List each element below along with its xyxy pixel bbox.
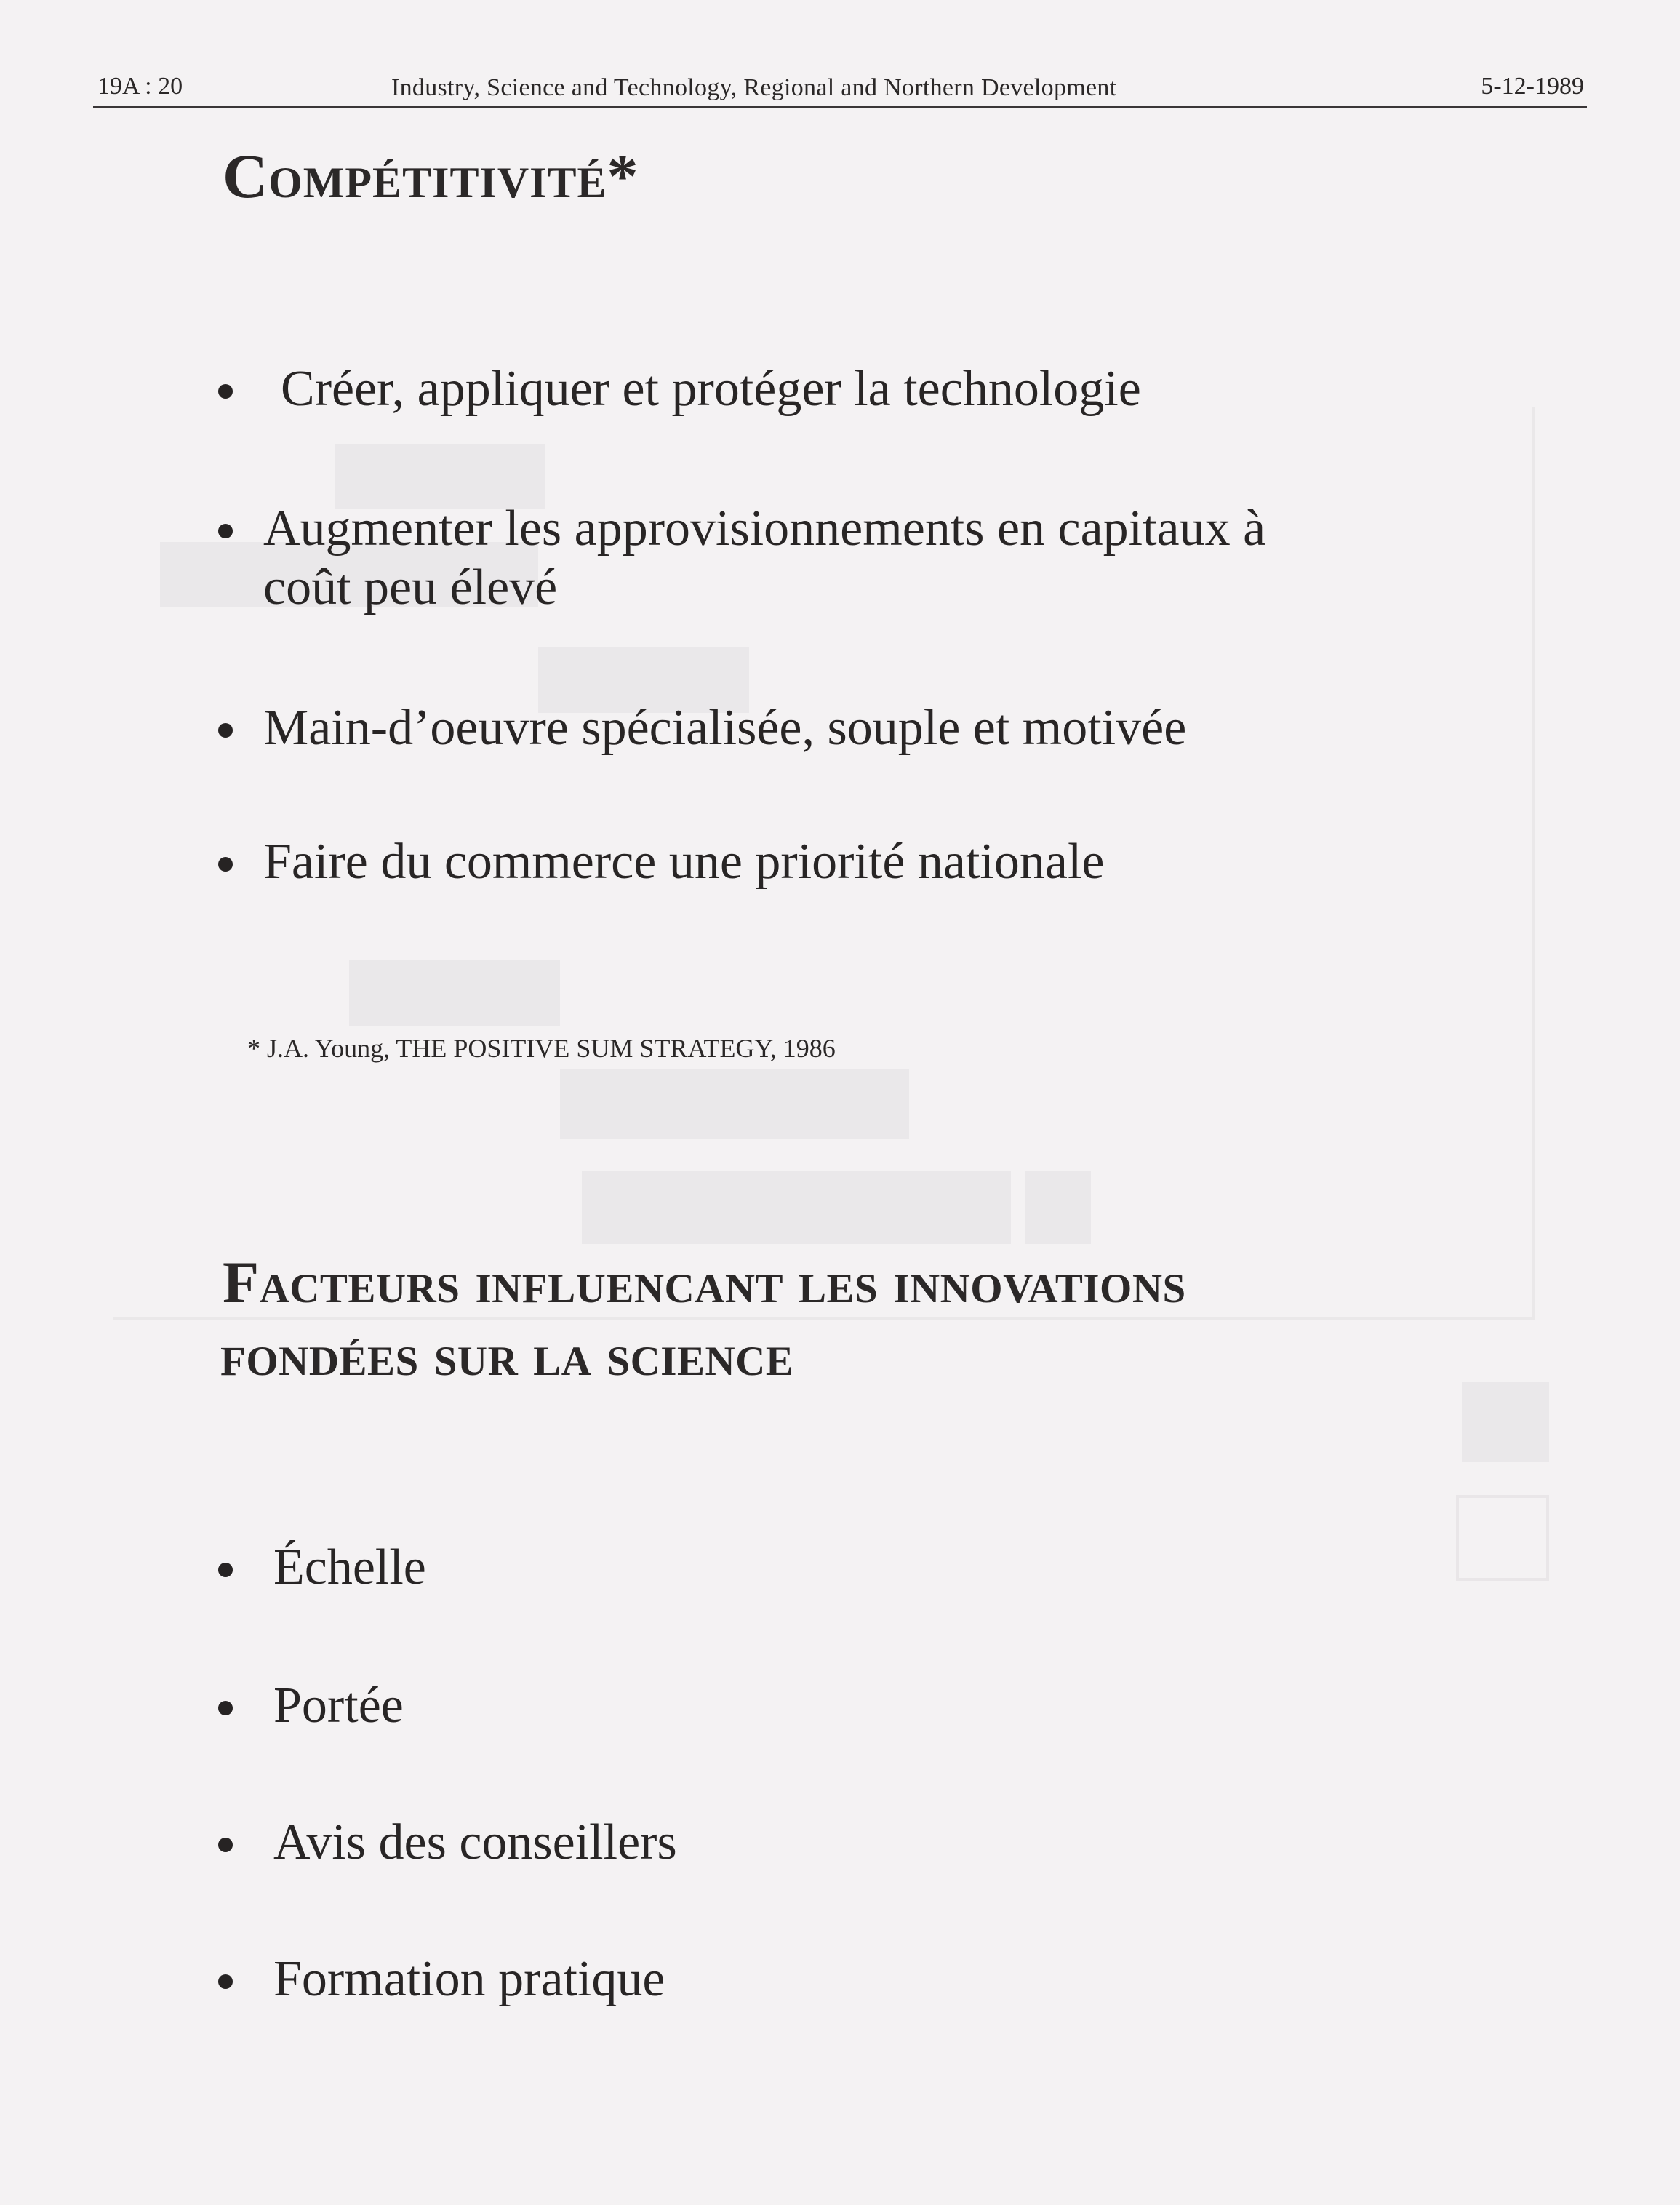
bullet-text: Augmenter les approvisionnements en capitaux à: [263, 501, 1266, 557]
bullet-icon: [218, 723, 233, 738]
committee-name: Industry, Science and Technology, Regional and Northern Development: [391, 74, 1117, 101]
bullet-icon: [218, 1701, 233, 1715]
bullet-text: Main-d’oeuvre spécialisée, souple et motivée: [263, 700, 1187, 756]
bullet-icon: [218, 857, 233, 872]
bullet-icon: [218, 1838, 233, 1852]
section-title-facteurs-line-2: fondées sur la science: [220, 1322, 794, 1388]
bullet-icon: [218, 384, 233, 399]
bullet-text-continuation: coût peu élevé: [263, 559, 558, 615]
bullet-icon: [218, 1974, 233, 1989]
section-title-facteurs-line-1: Facteurs influencant les innovations: [223, 1249, 1186, 1315]
bullet-icon: [218, 524, 233, 538]
section-title-competitivite: Compétitivité*: [223, 141, 639, 211]
page-header: [93, 70, 1587, 108]
bullet-text: Faire du commerce une priorité nationale: [263, 834, 1105, 890]
footnote: * J.A. Young, THE POSITIVE SUM STRATEGY, 1986: [247, 1034, 836, 1063]
bullet-text: Échelle: [273, 1539, 426, 1595]
bullet-icon: [218, 1563, 233, 1577]
bullet-text: Créer, appliquer et protéger la technologie: [281, 361, 1141, 417]
page-reference: 19A : 20: [97, 73, 183, 100]
bullet-text: Portée: [273, 1678, 404, 1734]
bullet-text: Formation pratique: [273, 1951, 665, 2007]
header-date: 5-12-1989: [1481, 73, 1584, 100]
bullet-text: Avis des conseillers: [273, 1814, 677, 1870]
